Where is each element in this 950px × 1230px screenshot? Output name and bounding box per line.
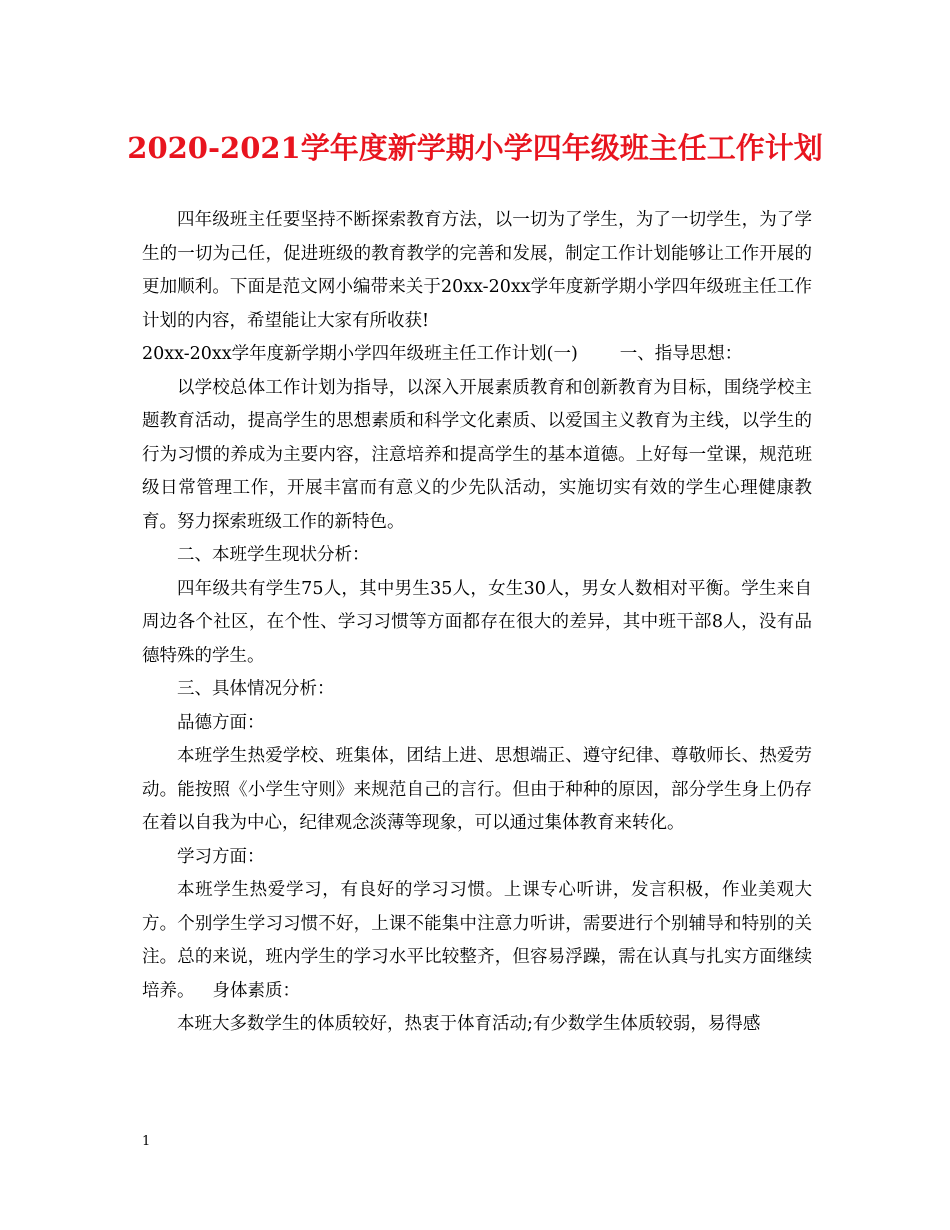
section2-heading: 二、本班学生现状分析：: [177, 545, 370, 565]
moral-heading: 品德方面：: [177, 712, 265, 733]
section1-paragraph: 以学校总体工作计划为指导，以深入开展素质教育和创新教育为目标，围绕学校主题教育活动，提高学生的思想素质和科学文化素质、以爱国主义教育为主线，以学生的行为习惯的养成为主要内容，注意培养和提高学生的基本道德。上好每一堂课，规范班级日常管理工作，开展丰富而有意义的少先队活动，实施切实有效的学生心理健康教育。努力探索班级工作的新特色。: [142, 377, 812, 532]
document-body: [142, 204, 812, 1042]
moral-paragraph: 本班学生热爱学校、班集体，团结上进、思想端正、遵守纪律、尊敬师长、热爱劳动。能按照《小学生守则》来规范自己的言行。但由于种种的原因，部分学生身上仍存在着以自我为中心，纪律观念淡薄等现象，可以通过集体教育来转化。: [142, 746, 812, 833]
page-number: 1: [142, 1134, 151, 1149]
document-title: 2020-2021学年度新学期小学四年级班主任工作计划: [127, 131, 823, 165]
physical-heading: 身体素质：: [212, 980, 300, 1001]
study-heading: 学习方面：: [177, 846, 265, 867]
study-paragraph: [142, 874, 812, 1008]
section3-heading: 三、具体情况分析：: [177, 679, 335, 699]
subtitle-line: [142, 338, 812, 372]
section2-paragraph: 四年级共有学生75人，其中男生35人，女生30人，男女人数相对平衡。学生来自周边各个社区，在个性、学习习惯等方面都存在很大的差异，其中班干部8人，没有品德特殊的学生。: [142, 578, 812, 666]
plan-subtitle: 20xx-20xx学年度新学期小学四年级班主任工作计划(一): [142, 344, 578, 364]
physical-paragraph: 本班大多数学生的体质较好，热衷于体育活动;有少数学生体质较弱，易得感: [177, 1014, 761, 1034]
intro-paragraph: 四年级班主任要坚持不断探索教育方法，以一切为了学生，为了一切学生，为了学生的一切为己任，促进班级的教育教学的完善和发展，制定工作计划能够让工作开展的更加顺利。下面是范文网小编带来关于20xx-20xx学年度新学期小学四年级班主任工作计划的内容，希望能让大家有所收获!: [142, 210, 812, 331]
section1-heading: 一、指导思想：: [619, 344, 743, 364]
study-body: 本班学生热爱学习，有良好的学习习惯。上课专心听讲，发言积极，作业美观大方。个别学生学习习惯不好，上课不能集中注意力听讲，需要进行个别辅导和特别的关注。总的来说，班内学生的学习水平比较整齐，但容易浮躁，需在认真与扎实方面继续培养。: [142, 880, 812, 1001]
